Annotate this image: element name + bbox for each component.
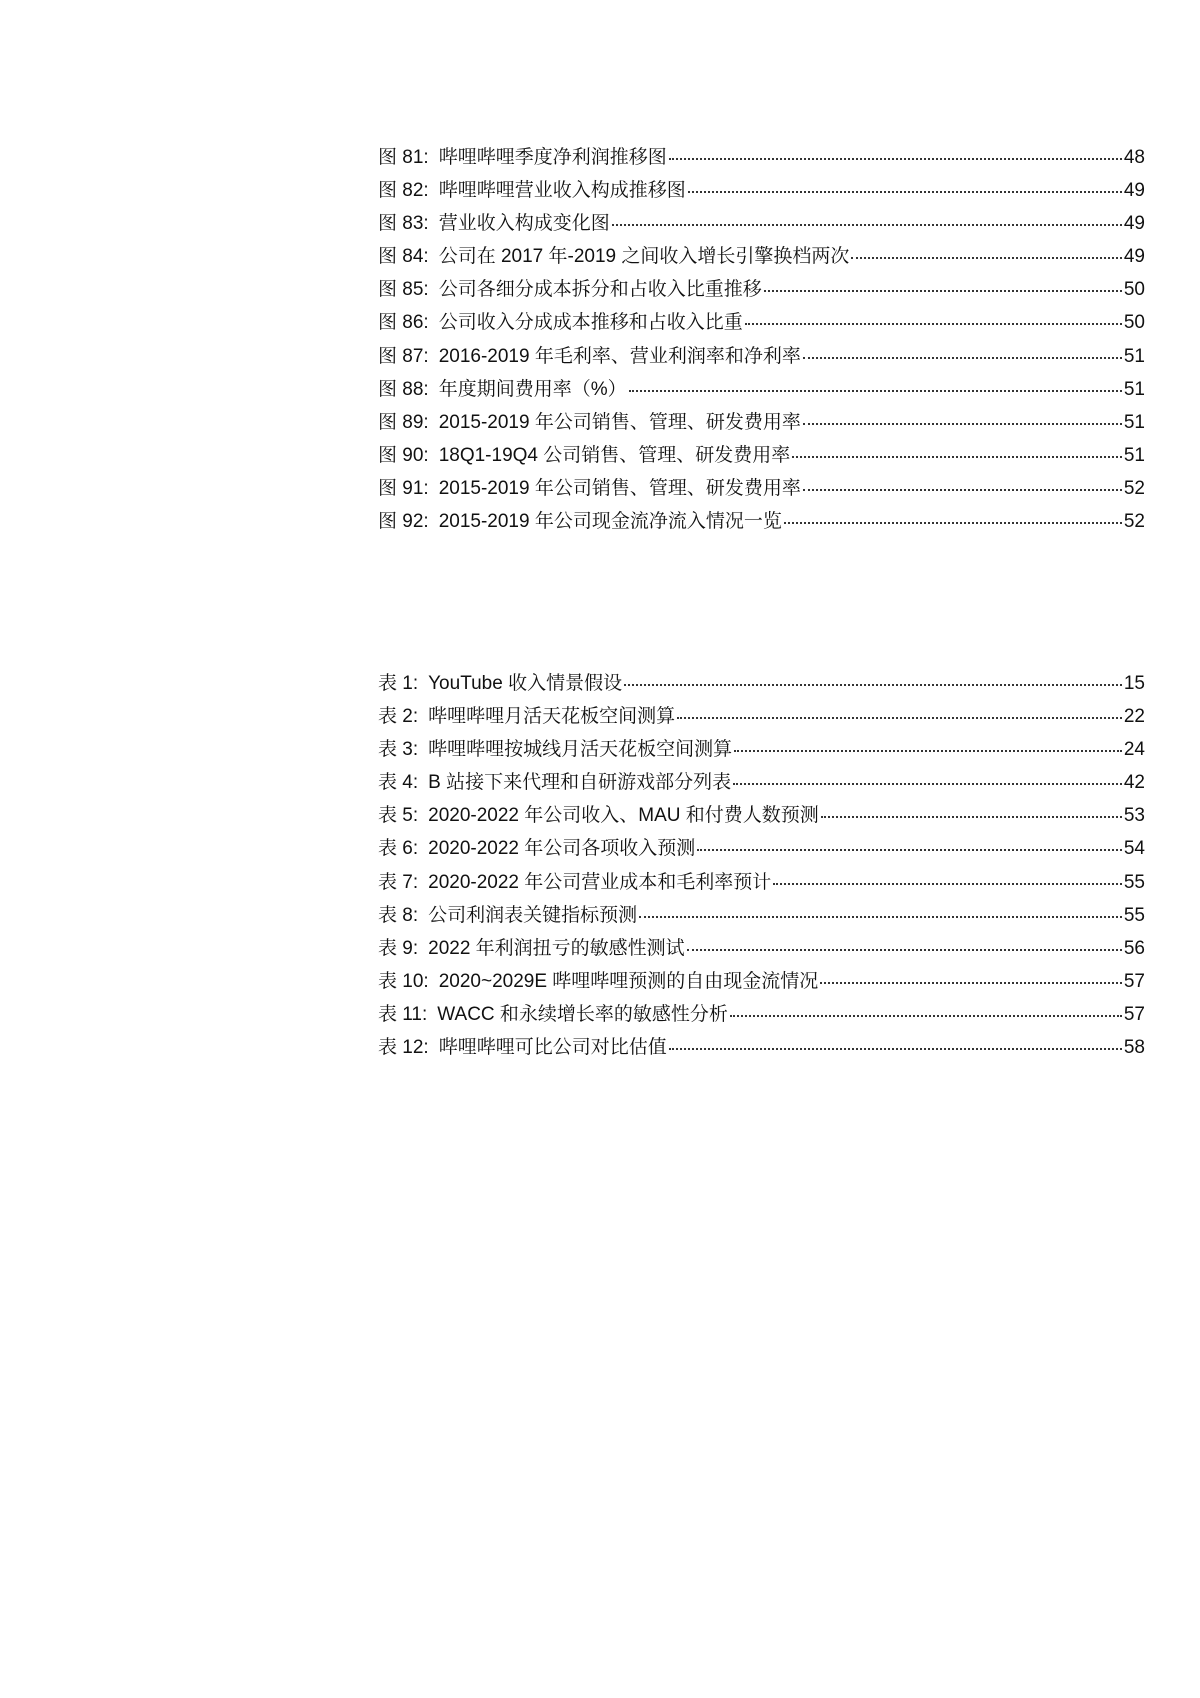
dot-leader: [745, 323, 1122, 325]
entry-label: 图 86:: [378, 312, 429, 334]
entry-page: 50: [1123, 279, 1145, 301]
entry-page: 51: [1123, 345, 1145, 367]
figure-entry[interactable]: [378, 208, 1145, 241]
dot-leader: [629, 390, 1122, 392]
entry-label: 表 7:: [378, 871, 419, 893]
entry-label: 图 91:: [378, 477, 429, 499]
table-entry[interactable]: [378, 800, 1145, 833]
entry-title: B 站接下来代理和自研游戏部分列表: [428, 772, 732, 794]
entry-title: 2022 年利润扭亏的敏感性测试: [428, 937, 685, 959]
dot-leader: [624, 684, 1122, 686]
entry-label: 图 92:: [378, 511, 429, 533]
table-list: [378, 668, 1145, 1065]
entry-title: 公司收入分成成本推移和占收入比重: [438, 312, 743, 334]
entry-page: 58: [1123, 1037, 1145, 1059]
figure-entry[interactable]: [378, 473, 1145, 506]
entry-label: 图 84:: [378, 246, 429, 268]
entry-title: 公司各细分成本拆分和占收入比重推移: [438, 279, 762, 301]
dot-leader: [803, 489, 1122, 491]
entry-title: 2016-2019 年毛利率、营业利润率和净利率: [438, 345, 801, 367]
table-entry[interactable]: [378, 701, 1145, 734]
entry-title: 哔哩哔哩季度净利润推移图: [438, 147, 667, 168]
entry-label: 图 90:: [378, 444, 429, 466]
table-entry[interactable]: [378, 1032, 1145, 1065]
figure-entry[interactable]: [378, 274, 1145, 307]
dot-leader: [677, 717, 1122, 719]
entry-title: 18Q1-19Q4 公司销售、管理、研发费用率: [438, 444, 791, 466]
entry-page: 48: [1123, 147, 1145, 168]
entry-page: 55: [1123, 904, 1145, 926]
dot-leader: [803, 357, 1122, 359]
dot-leader: [792, 456, 1122, 458]
entry-label: 表 6:: [378, 838, 419, 860]
entry-title: 哔哩哔哩按城线月活天花板空间测算: [428, 739, 733, 761]
entry-page: 15: [1123, 673, 1145, 694]
figure-entry[interactable]: [378, 241, 1145, 274]
entry-label: 表 8:: [378, 904, 419, 926]
entry-page: 52: [1123, 511, 1145, 533]
entry-title: 公司利润表关键指标预测: [428, 904, 638, 926]
table-entry[interactable]: [378, 767, 1145, 800]
entry-label: 图 81:: [378, 147, 429, 168]
dot-leader: [733, 783, 1122, 785]
dot-leader: [851, 257, 1121, 259]
dot-leader: [669, 1048, 1122, 1050]
entry-title: 2020-2022 年公司营业成本和毛利率预计: [428, 871, 772, 893]
entry-label: 表 11:: [378, 1003, 428, 1025]
entry-page: 57: [1123, 1003, 1145, 1025]
dot-leader: [820, 982, 1122, 984]
table-entry[interactable]: [378, 833, 1145, 866]
entry-label: 图 82:: [378, 180, 429, 202]
dot-leader: [669, 158, 1122, 160]
dot-leader: [784, 522, 1122, 524]
entry-page: 49: [1123, 180, 1145, 202]
dot-leader: [688, 191, 1122, 193]
entry-title: 2015-2019 年公司销售、管理、研发费用率: [438, 411, 801, 433]
figure-entry[interactable]: [378, 440, 1145, 473]
figure-entry[interactable]: [378, 341, 1145, 374]
dot-leader: [730, 1015, 1122, 1017]
table-entry[interactable]: [378, 668, 1145, 701]
entry-label: 表 4:: [378, 772, 419, 794]
entry-title: 哔哩哔哩营业收入构成推移图: [438, 180, 686, 202]
dot-leader: [697, 849, 1122, 851]
figure-entry[interactable]: [378, 142, 1145, 175]
dot-leader: [821, 816, 1122, 818]
entry-label: 图 89:: [378, 411, 429, 433]
entry-page: 51: [1123, 411, 1145, 433]
table-entry[interactable]: [378, 900, 1145, 933]
entry-page: 55: [1123, 871, 1145, 893]
entry-title: WACC 和永续增长率的敏感性分析: [437, 1003, 728, 1025]
entry-title: 营业收入构成变化图: [438, 213, 610, 235]
table-entry[interactable]: [378, 999, 1145, 1032]
entry-label: 表 12:: [378, 1037, 429, 1059]
entry-label: 表 5:: [378, 805, 419, 827]
entry-page: 24: [1123, 739, 1145, 761]
dot-leader: [687, 949, 1122, 951]
entry-label: 图 85:: [378, 279, 429, 301]
entry-title: 年度期间费用率（%）: [438, 378, 627, 400]
entry-label: 表 2:: [378, 706, 419, 728]
entry-page: 52: [1123, 477, 1145, 499]
entry-page: 57: [1123, 970, 1145, 992]
entry-label: 图 87:: [378, 345, 429, 367]
table-entry[interactable]: [378, 867, 1145, 900]
entry-label: 图 88:: [378, 378, 429, 400]
entry-page: 50: [1123, 312, 1145, 334]
entry-title: 公司在 2017 年-2019 之间收入增长引擎换档两次: [438, 246, 850, 268]
dot-leader: [639, 916, 1122, 918]
entry-page: 51: [1123, 444, 1145, 466]
entry-page: 22: [1123, 706, 1145, 728]
figure-entry[interactable]: [378, 506, 1145, 539]
dot-leader: [803, 423, 1122, 425]
table-entry[interactable]: [378, 933, 1145, 966]
entry-label: 表 10:: [378, 970, 429, 992]
entry-page: 51: [1123, 378, 1145, 400]
entry-page: 42: [1123, 772, 1145, 794]
entry-page: 56: [1123, 937, 1145, 959]
table-entry[interactable]: [378, 734, 1145, 767]
entry-title: 2015-2019 年公司现金流净流入情况一览: [438, 511, 782, 533]
table-entry[interactable]: [378, 966, 1145, 999]
figure-entry[interactable]: [378, 407, 1145, 440]
entry-page: 49: [1123, 246, 1145, 268]
entry-label: 表 1:: [378, 673, 419, 694]
entry-title: 哔哩哔哩月活天花板空间测算: [428, 706, 676, 728]
entry-title: 2015-2019 年公司销售、管理、研发费用率: [438, 477, 801, 499]
dot-leader: [612, 224, 1122, 226]
entry-label: 表 9:: [378, 937, 419, 959]
dot-leader: [773, 883, 1122, 885]
entry-label: 表 3:: [378, 739, 419, 761]
entry-title: 2020-2022 年公司收入、MAU 和付费人数预测: [428, 805, 819, 827]
dot-leader: [734, 750, 1122, 752]
entry-page: 49: [1123, 213, 1145, 235]
dot-leader: [764, 290, 1122, 292]
entry-label: 图 83:: [378, 213, 429, 235]
entry-title: 2020-2022 年公司各项收入预测: [428, 838, 696, 860]
figure-list: [378, 142, 1145, 539]
entry-title: 哔哩哔哩可比公司对比估值: [438, 1037, 667, 1059]
entry-page: 53: [1123, 805, 1145, 827]
entry-title: 2020~2029E 哔哩哔哩预测的自由现金流情况: [438, 970, 819, 992]
entry-page: 54: [1123, 838, 1145, 860]
figure-entry[interactable]: [378, 374, 1145, 407]
figure-entry[interactable]: [378, 175, 1145, 208]
entry-title: YouTube 收入情景假设: [428, 673, 623, 694]
figure-entry[interactable]: [378, 307, 1145, 340]
